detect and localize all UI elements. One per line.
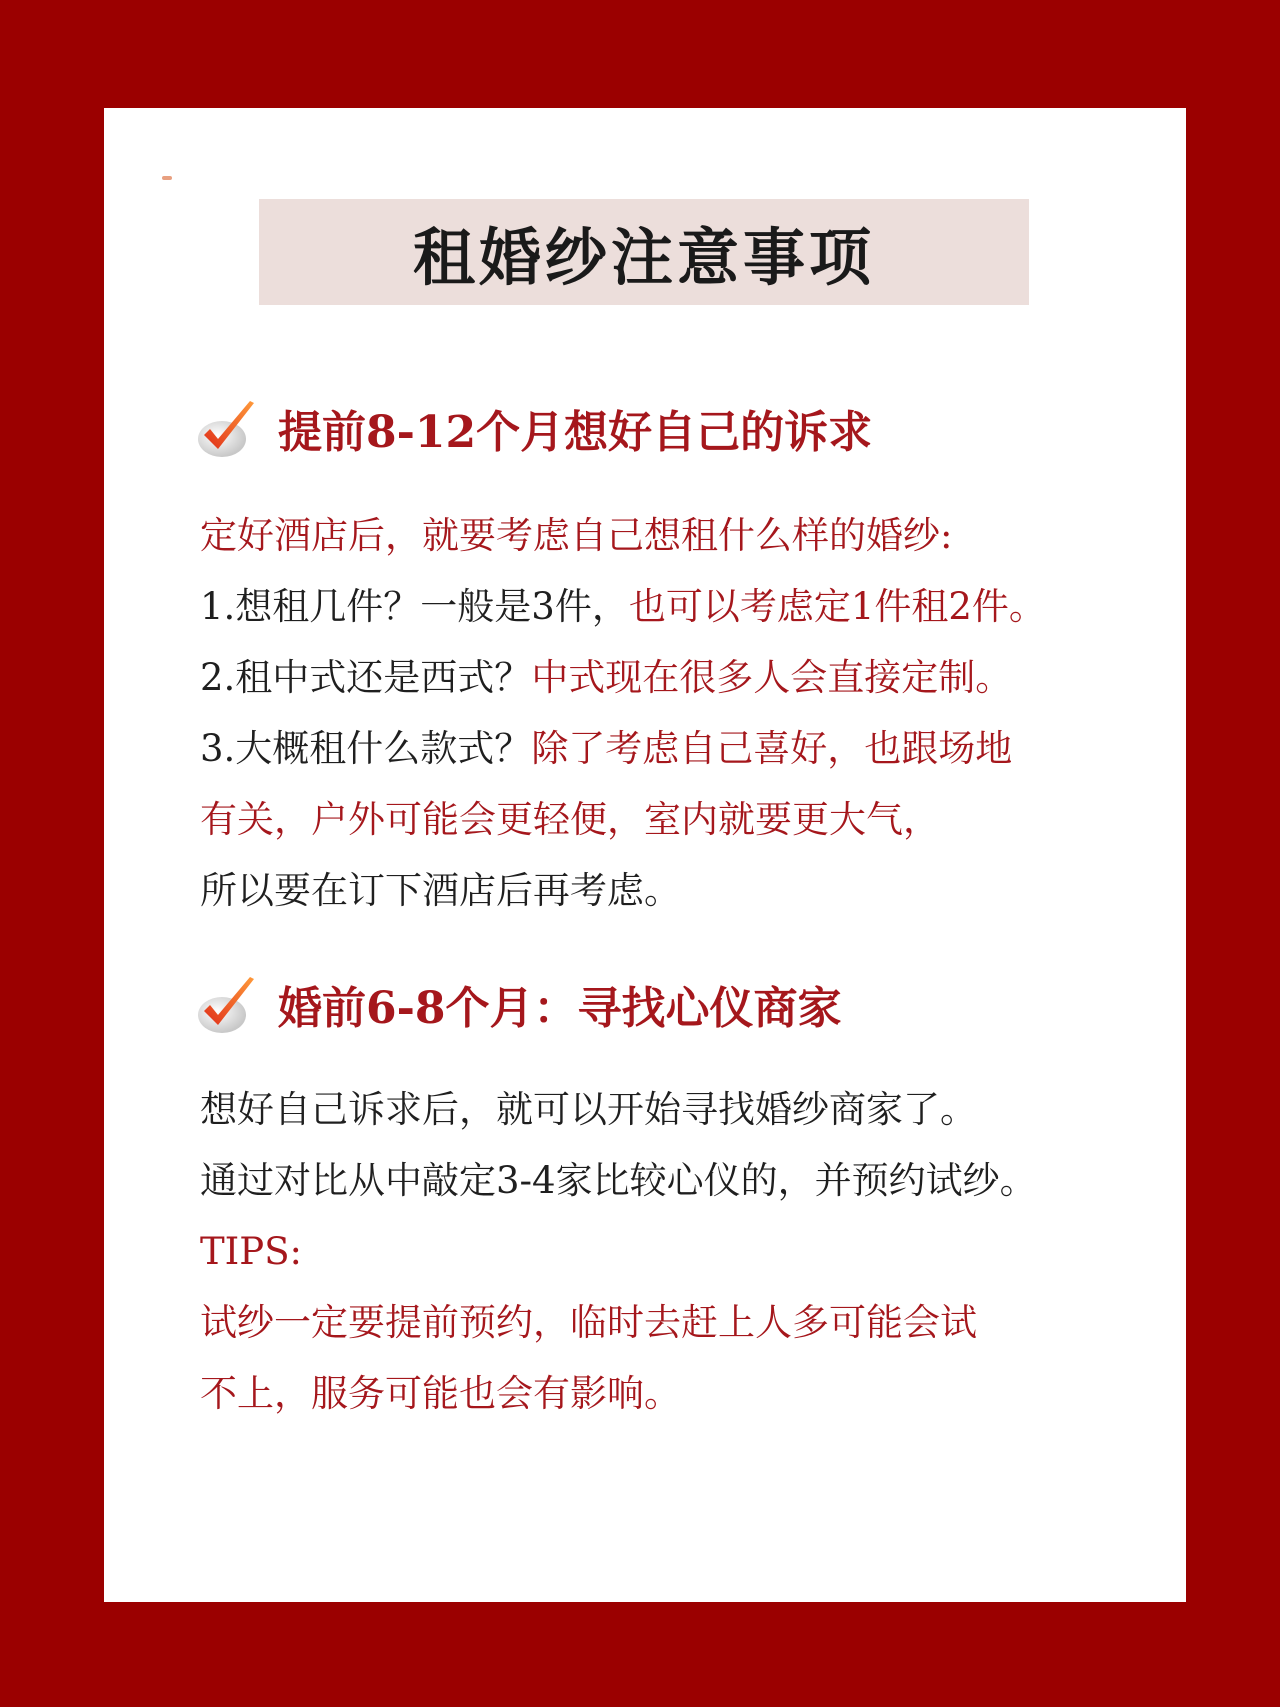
body-line: 想好自己诉求后，就可以开始寻找婚纱商家了。: [200, 1088, 977, 1131]
body-line: 通过对比从中敲定3-4家比较心仪的，并预约试纱。: [200, 1159, 1037, 1202]
tips-label: TIPS:: [200, 1230, 303, 1273]
checkmark-icon: [194, 395, 260, 461]
section-2-body: [200, 1074, 1160, 1429]
body-line: 2.租中式还是西式？中式现在很多人会直接定制。: [200, 656, 1013, 699]
body-line: 有关，户外可能会更轻便，室内就要更大气，: [200, 798, 940, 841]
content-card: [104, 108, 1186, 1602]
page-title: 租婚纱注意事项: [412, 220, 875, 294]
body-line: 试纱一定要提前预约，临时去赶上人多可能会试: [200, 1301, 977, 1344]
section-title: 提前8-12个月想好自己的诉求: [278, 407, 873, 458]
section-1-body: [200, 500, 1160, 926]
body-line: 定好酒店后，就要考虑自己想租什么样的婚纱:: [200, 514, 953, 557]
section-2-heading: [194, 969, 842, 1039]
body-line: 3.大概租什么款式？除了考虑自己喜好，也跟场地: [200, 727, 1013, 770]
body-line: 不上，服务可能也会有影响。: [200, 1372, 681, 1415]
checkmark-icon: [194, 971, 260, 1037]
body-line: 1.想租几件？一般是3件，也可以考虑定1件租2件。: [200, 585, 1046, 628]
body-line: 所以要在订下酒店后再考虑。: [200, 869, 681, 912]
section-title: 婚前6-8个月：寻找心仪商家: [278, 983, 842, 1034]
title-banner: [259, 199, 1029, 305]
section-1-heading: [194, 393, 872, 463]
corner-mark: [162, 176, 172, 180]
